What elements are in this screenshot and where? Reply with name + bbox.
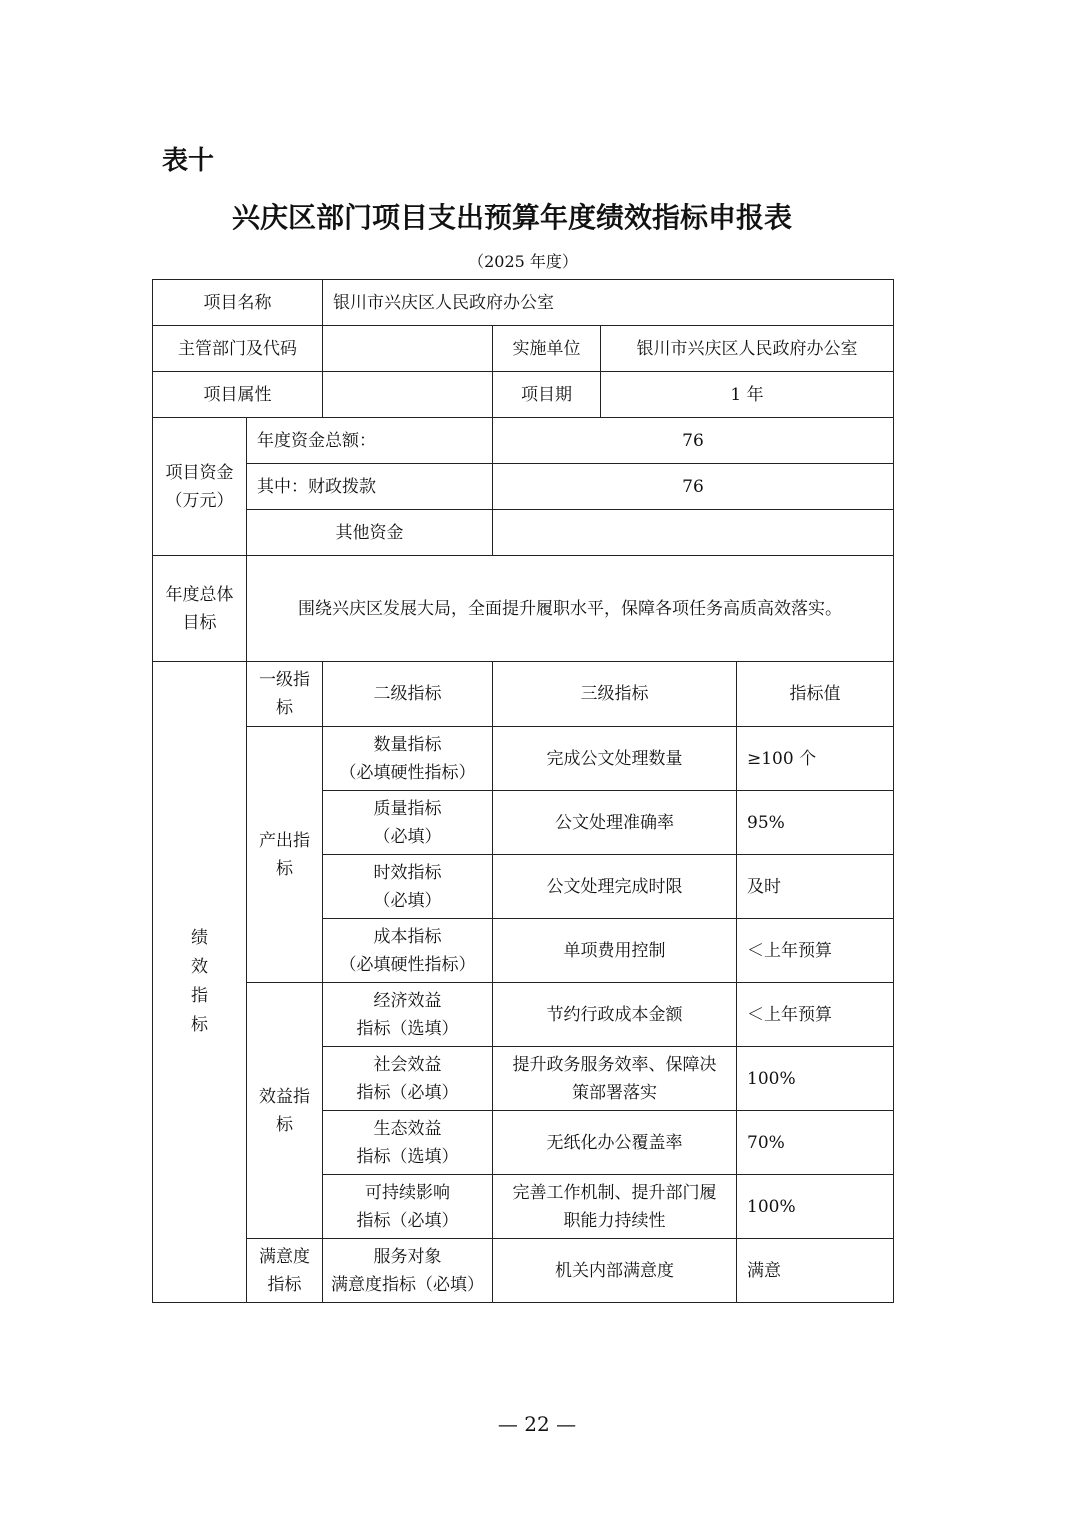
period-value: 1 年 — [601, 372, 894, 418]
level3-line1: 公文处理准确率 — [555, 812, 674, 833]
level2-line1: 可持续影响 — [365, 1182, 450, 1203]
value-cell: 95% — [737, 791, 894, 855]
row-funds-other — [153, 510, 894, 556]
side-char: 指 — [191, 986, 208, 1006]
level2-cell — [323, 727, 493, 791]
attr-value — [323, 372, 493, 418]
funds-label — [153, 418, 247, 556]
year-subtitle: （2025 年度） — [468, 252, 578, 271]
level2-line1: 质量指标 — [373, 798, 442, 819]
value-cell: 及时 — [737, 855, 894, 919]
level3-cell — [493, 1111, 737, 1175]
header-level3: 三级指标 — [493, 662, 737, 727]
page-title: 兴庆区部门项目支出预算年度绩效指标申报表 — [231, 201, 792, 234]
value-cell: 70% — [737, 1111, 894, 1175]
goal-label-line1: 年度总体 — [165, 584, 234, 605]
level3-cell — [493, 1047, 737, 1111]
level2-line1: 成本指标 — [373, 926, 442, 947]
fiscal-label: 其中：财政拨款 — [247, 464, 493, 510]
level3-line1: 完成公文处理数量 — [546, 748, 683, 769]
funds-label-line2: （万元） — [165, 490, 234, 511]
header-value: 指标值 — [737, 662, 894, 727]
funds-label-line1: 项目资金 — [165, 462, 234, 483]
satisfaction-label-line2: 指标 — [267, 1274, 302, 1295]
level2-line2: 指标（选填） — [356, 1146, 459, 1167]
goal-label — [153, 556, 247, 662]
row-project-name — [153, 280, 894, 326]
level2-cell — [323, 1111, 493, 1175]
value-cell: ≥100 个 — [737, 727, 894, 791]
value-cell: 100% — [737, 1047, 894, 1111]
level2-line1: 生态效益 — [373, 1118, 442, 1139]
level3-line1: 机关内部满意度 — [555, 1260, 674, 1281]
value-cell: ＜上年预算 — [737, 983, 894, 1047]
level2-line2: 指标（必填） — [356, 1210, 459, 1231]
level2-line1: 时效指标 — [373, 862, 442, 883]
level2-line2: 满意度指标（必填） — [331, 1274, 484, 1295]
row-goal — [153, 556, 894, 662]
side-char: 标 — [191, 1015, 208, 1035]
level2-cell — [323, 1175, 493, 1239]
level3-line1: 无纸化办公覆盖率 — [546, 1132, 683, 1153]
level3-line1: 节约行政成本金额 — [546, 1004, 683, 1025]
level2-line2: 指标（必填） — [356, 1082, 459, 1103]
level3-cell — [493, 855, 737, 919]
goal-text: 围绕兴庆区发展大局，全面提升履职水平，保障各项任务高质高效落实。 — [247, 556, 894, 662]
level3-line1: 完善工作机制、提升部门履 — [512, 1182, 717, 1203]
project-name-label: 项目名称 — [153, 280, 323, 326]
project-name-value: 银川市兴庆区人民政府办公室 — [323, 280, 894, 326]
level2-line1: 数量指标 — [373, 734, 442, 755]
level2-cell — [323, 919, 493, 983]
indicator-side-label — [153, 662, 247, 1303]
period-label: 项目期 — [493, 372, 601, 418]
level2-cell — [323, 791, 493, 855]
level3-cell — [493, 727, 737, 791]
level2-cell — [323, 1239, 493, 1303]
total-label: 年度资金总额： — [247, 418, 493, 464]
performance-table — [152, 279, 894, 1303]
table-row — [153, 727, 894, 791]
row-funds-total — [153, 418, 894, 464]
level3-cell — [493, 983, 737, 1047]
impl-value: 银川市兴庆区人民政府办公室 — [601, 326, 894, 372]
level3-line2: 策部署落实 — [572, 1082, 657, 1103]
row-funds-fiscal — [153, 464, 894, 510]
level2-line1: 经济效益 — [373, 990, 442, 1011]
level2-line2: （必填硬性指标） — [339, 762, 476, 783]
level2-line2: （必填） — [373, 826, 442, 847]
dept-label: 主管部门及代码 — [153, 326, 323, 372]
level2-cell — [323, 855, 493, 919]
header-level1-line1: 一级指 — [259, 670, 310, 690]
table-row — [153, 1239, 894, 1303]
other-label: 其他资金 — [247, 510, 493, 556]
level3-cell — [493, 791, 737, 855]
side-char: 效 — [191, 957, 208, 977]
level3-cell — [493, 1175, 737, 1239]
benefit-label-line1: 效益指 — [259, 1086, 310, 1107]
level3-cell — [493, 1239, 737, 1303]
output-label-line1: 产出指 — [259, 830, 310, 851]
level2-line2: （必填硬性指标） — [339, 954, 476, 975]
level2-line1: 服务对象 — [373, 1246, 442, 1267]
output-label-line2: 标 — [276, 858, 293, 879]
table-label: 表十 — [162, 146, 215, 176]
level2-cell — [323, 983, 493, 1047]
row-attribute — [153, 372, 894, 418]
table-row — [153, 983, 894, 1047]
other-value — [493, 510, 894, 556]
fiscal-value: 76 — [493, 464, 894, 510]
benefit-label — [247, 983, 323, 1239]
level2-cell — [323, 1047, 493, 1111]
level3-line2: 职能力持续性 — [563, 1210, 666, 1231]
benefit-label-line2: 标 — [276, 1114, 293, 1135]
header-level1 — [247, 662, 323, 727]
total-value: 76 — [493, 418, 894, 464]
dept-value — [323, 326, 493, 372]
value-cell: 满意 — [737, 1239, 894, 1303]
value-cell: ＜上年预算 — [737, 919, 894, 983]
level3-line1: 提升政务服务效率、保障决 — [512, 1054, 717, 1075]
header-level1-line2: 标 — [276, 698, 293, 718]
level3-cell — [493, 919, 737, 983]
impl-label: 实施单位 — [493, 326, 601, 372]
level3-line1: 公文处理完成时限 — [546, 876, 683, 897]
goal-label-line2: 目标 — [182, 612, 217, 633]
level2-line1: 社会效益 — [373, 1054, 442, 1075]
page-number: — 22 — — [497, 1412, 577, 1436]
side-char: 绩 — [191, 928, 208, 948]
satisfaction-label — [247, 1239, 323, 1303]
row-department — [153, 326, 894, 372]
value-cell: 100% — [737, 1175, 894, 1239]
header-level2: 二级指标 — [323, 662, 493, 727]
row-indicator-header — [153, 662, 894, 727]
satisfaction-label-line1: 满意度 — [259, 1246, 310, 1267]
attr-label: 项目属性 — [153, 372, 323, 418]
output-label — [247, 727, 323, 983]
level2-line2: （必填） — [373, 890, 442, 911]
level2-line2: 指标（选填） — [356, 1018, 459, 1039]
level3-line1: 单项费用控制 — [563, 940, 666, 961]
